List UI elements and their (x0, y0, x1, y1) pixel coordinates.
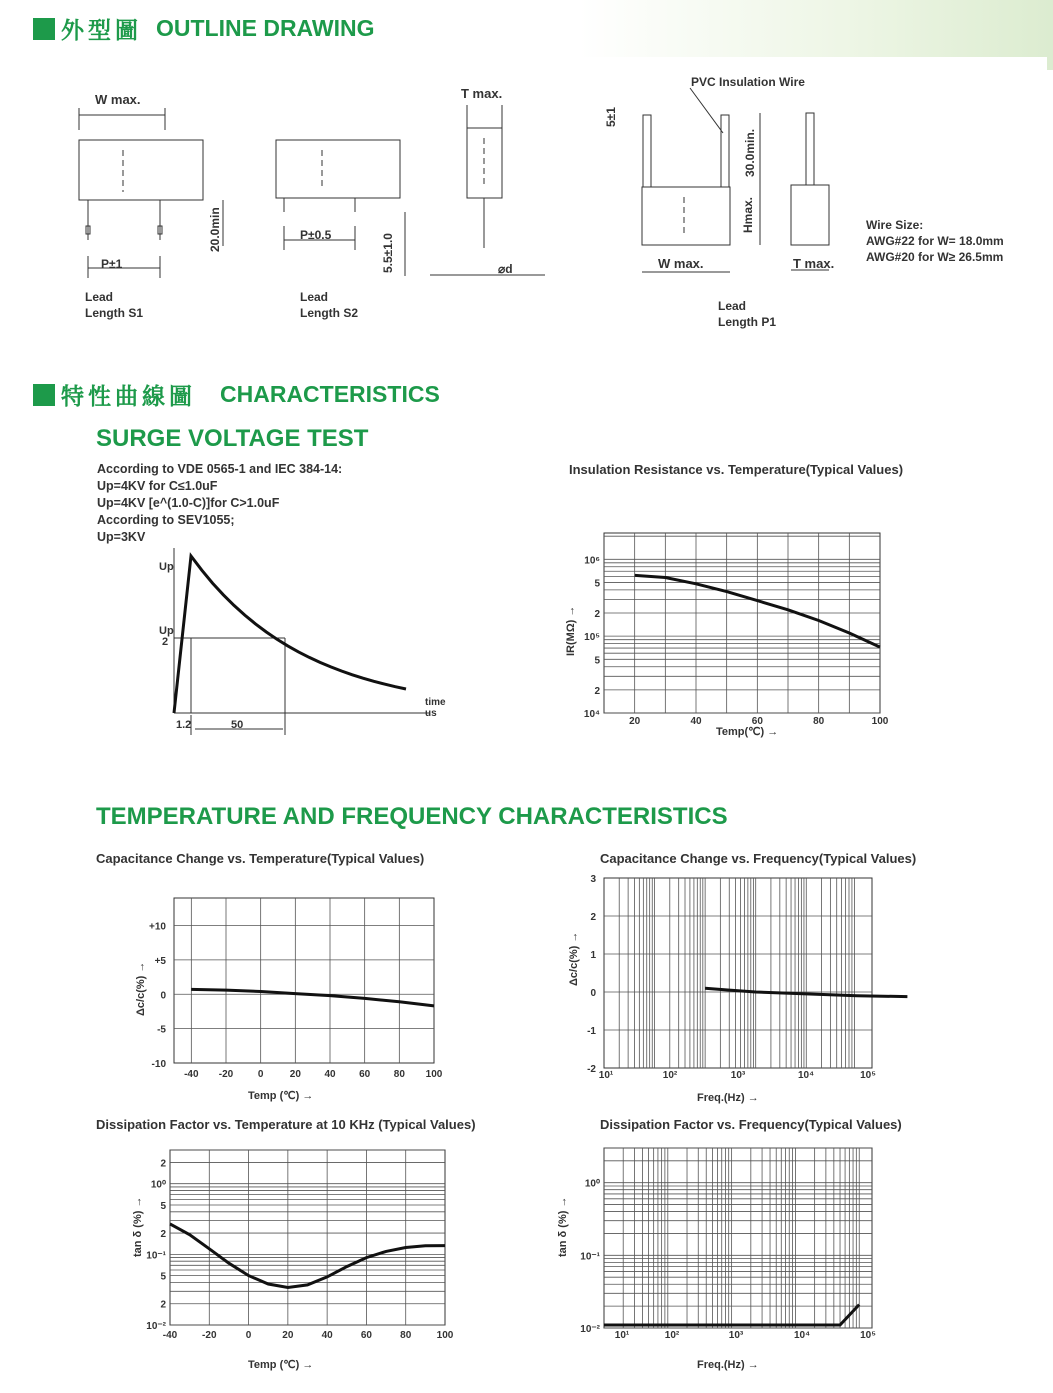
dt-frame (170, 1150, 445, 1325)
dt-y-tick: 2 (160, 1229, 166, 1241)
dt-x-tick: 80 (400, 1330, 412, 1341)
ct-x-tick: 0 (257, 1069, 264, 1080)
cap-freq-xlabel: Freq.(Hz) → (697, 1092, 759, 1104)
ct-y-tick: -5 (157, 1024, 166, 1036)
dt-x-tick: 40 (321, 1330, 333, 1341)
ct-y-tick: +5 (154, 955, 166, 967)
ct-x-tick: 80 (393, 1069, 405, 1080)
lead-p1: Lead Length P1 (718, 299, 777, 329)
cf-y-tick: 3 (590, 874, 596, 885)
ir-x-tick: 100 (871, 716, 889, 727)
ir-xlabel: Temp(℃) → (716, 726, 779, 738)
ct-x-tick: 100 (425, 1069, 443, 1080)
dt-y-tick: 10⁰ (150, 1179, 166, 1191)
s1-body (79, 140, 203, 200)
df-temp-xlabel: Temp (℃) → (248, 1359, 314, 1371)
ir-y-tick: 10⁵ (584, 632, 600, 644)
ct-x-tick: 60 (359, 1069, 371, 1080)
cap-freq-title: Capacitance Change vs. Frequency(Typical Values) (600, 851, 917, 866)
surge-tick-12: 1.2 (176, 719, 192, 731)
ir-chart-title: Insulation Resistance vs. Temperature(Typical Values) (569, 462, 904, 477)
ir-y-tick: 10⁶ (584, 555, 600, 567)
characteristics-heading: 特性曲線圖 CHARACTERISTICS (33, 378, 440, 411)
df-temp-title: Dissipation Factor vs. Temperature at 10 KHz (Typical Values) (96, 1117, 476, 1132)
dt-y-tick: 2 (160, 1158, 166, 1170)
outline-heading: 外型圖 OUTLINE DRAWING (33, 12, 375, 45)
dt-x-tick: 20 (282, 1330, 294, 1341)
pvc-leader (690, 88, 723, 133)
w-max-p1-label: W max. (658, 256, 704, 271)
w-max-label: W max. (95, 92, 141, 107)
tf-title: TEMPERATURE AND FREQUENCY CHARACTERISTICS (96, 803, 728, 830)
ir-ylabel: IR(MΩ) → (565, 605, 577, 656)
ir-x-tick: 60 (751, 716, 763, 727)
lead-s2: Lead Length S2 (300, 290, 359, 320)
ir-x-tick: 40 (690, 716, 702, 727)
df-freq-title: Dissipation Factor vs. Frequency(Typical Values) (600, 1117, 902, 1132)
surge-waveform (174, 556, 406, 713)
ct-x-tick: -40 (184, 1069, 199, 1080)
cf-x-tick: 10³ (730, 1070, 746, 1081)
lead-s1: Lead Length S1 (85, 290, 144, 320)
p1-wire-r (721, 115, 729, 187)
surge-up-label: Up (159, 561, 174, 573)
cf-y-tick: 0 (590, 988, 596, 999)
ir-y-tick: 5 (594, 655, 600, 667)
surge-tick-50: 50 (231, 719, 244, 731)
df-x-tick: 10³ (728, 1330, 744, 1341)
cap-temp-ylabel: Δc/c(%) → (135, 961, 147, 1016)
cap-temp-xlabel: Temp (℃) → (248, 1090, 314, 1102)
cap-freq-ylabel: Δc/c(%) → (568, 931, 580, 986)
df-frame (604, 1148, 872, 1328)
ct-frame (174, 898, 434, 1063)
cf-y-tick: 1 (590, 950, 596, 961)
cf-x-tick: 10⁵ (860, 1070, 876, 1081)
surge-title: SURGE VOLTAGE TEST (96, 425, 369, 452)
df-x-tick: 10⁴ (793, 1330, 811, 1341)
t-max-p1-label: T max. (793, 256, 835, 271)
df-freq-ylabel: tan δ (%) → (557, 1196, 569, 1257)
cf-frame (604, 878, 872, 1068)
thirty-label: 30.0min. (743, 128, 757, 177)
ir-x-tick: 80 (813, 716, 825, 727)
ct-y-tick: -10 (151, 1059, 166, 1070)
surge-up2-label: Up 2 (159, 625, 174, 648)
cf-x-tick: 10⁴ (797, 1070, 815, 1081)
df-freq-xlabel: Freq.(Hz) → (697, 1359, 759, 1371)
ir-y-tick: 2 (594, 685, 600, 697)
ir-y-tick: 2 (594, 609, 600, 621)
p1-wire-l (643, 115, 651, 187)
dt-y-tick: 5 (160, 1200, 166, 1212)
p1-body (642, 187, 730, 245)
dt-y-tick: 10⁻² (146, 1321, 166, 1332)
ct-y-tick: +10 (149, 921, 166, 933)
cf-y-tick: 2 (590, 912, 596, 923)
dt-x-tick: -40 (162, 1330, 178, 1341)
ir-y-tick: 10⁴ (583, 709, 600, 720)
dt-x-tick: -20 (202, 1330, 217, 1341)
dt-y-tick: 10⁻¹ (146, 1250, 166, 1262)
dt-x-tick: 100 (436, 1330, 454, 1341)
t-max-label: T max. (461, 86, 503, 101)
df-x-tick: 10⁵ (860, 1330, 876, 1341)
df-x-tick: 10² (664, 1330, 680, 1341)
p1-side-wire (806, 113, 814, 185)
pvc-label: PVC Insulation Wire (691, 75, 805, 89)
cf-y-tick: -2 (587, 1064, 596, 1075)
ct-y-tick: 0 (160, 990, 166, 1002)
df-y-tick: 10⁰ (584, 1178, 600, 1190)
p05-label: P±0.5 (300, 228, 332, 242)
cf-y-tick: -1 (587, 1026, 596, 1037)
surge-notes: According to VDE 0565-1 and IEC 384-14: Up=4KV for C≤1.0uF Up=4KV [e^(1.0-C)]for C>1.0uF According to SEV1055; Up=3KV (97, 462, 343, 544)
ir-y-tick: 5 (594, 578, 600, 590)
s2-body (276, 140, 400, 198)
lead-20-label: 20.0min (208, 207, 222, 252)
cf-x-tick: 10² (662, 1070, 678, 1081)
df-y-tick: 10⁻¹ (580, 1251, 600, 1263)
df-temp-ylabel: tan δ (%) → (132, 1196, 144, 1257)
dt-x-tick: 0 (245, 1330, 252, 1341)
ct-x-tick: 40 (324, 1069, 336, 1080)
lead-55-label: 5.5±1.0 (381, 233, 395, 273)
hmax-p1: Hmax. (741, 196, 755, 233)
wire-size: Wire Size: AWG#22 for W= 18.0mm AWG#20 for W≥ 26.5mm (866, 218, 1004, 264)
phi-d-label: ⌀d (498, 262, 513, 276)
cap-temp-title: Capacitance Change vs. Temperature(Typical Values) (96, 851, 425, 866)
df-y-tick: 10⁻² (580, 1324, 600, 1335)
dt-y-tick: 5 (160, 1271, 166, 1283)
p1-side-body (791, 185, 829, 245)
ir-frame (604, 533, 880, 713)
dt-x-tick: 60 (360, 1330, 372, 1341)
dt-y-tick: 2 (160, 1299, 166, 1311)
df-x-tick: 10¹ (614, 1330, 630, 1341)
ct-x-tick: 20 (289, 1069, 301, 1080)
ct-x-tick: -20 (218, 1069, 234, 1080)
cf-x-tick: 10¹ (598, 1070, 614, 1081)
surge-xlabel: time us (425, 697, 446, 719)
five-label: 5±1 (604, 107, 618, 127)
ir-x-tick: 20 (629, 716, 641, 727)
p1-label: P±1 (101, 257, 123, 271)
